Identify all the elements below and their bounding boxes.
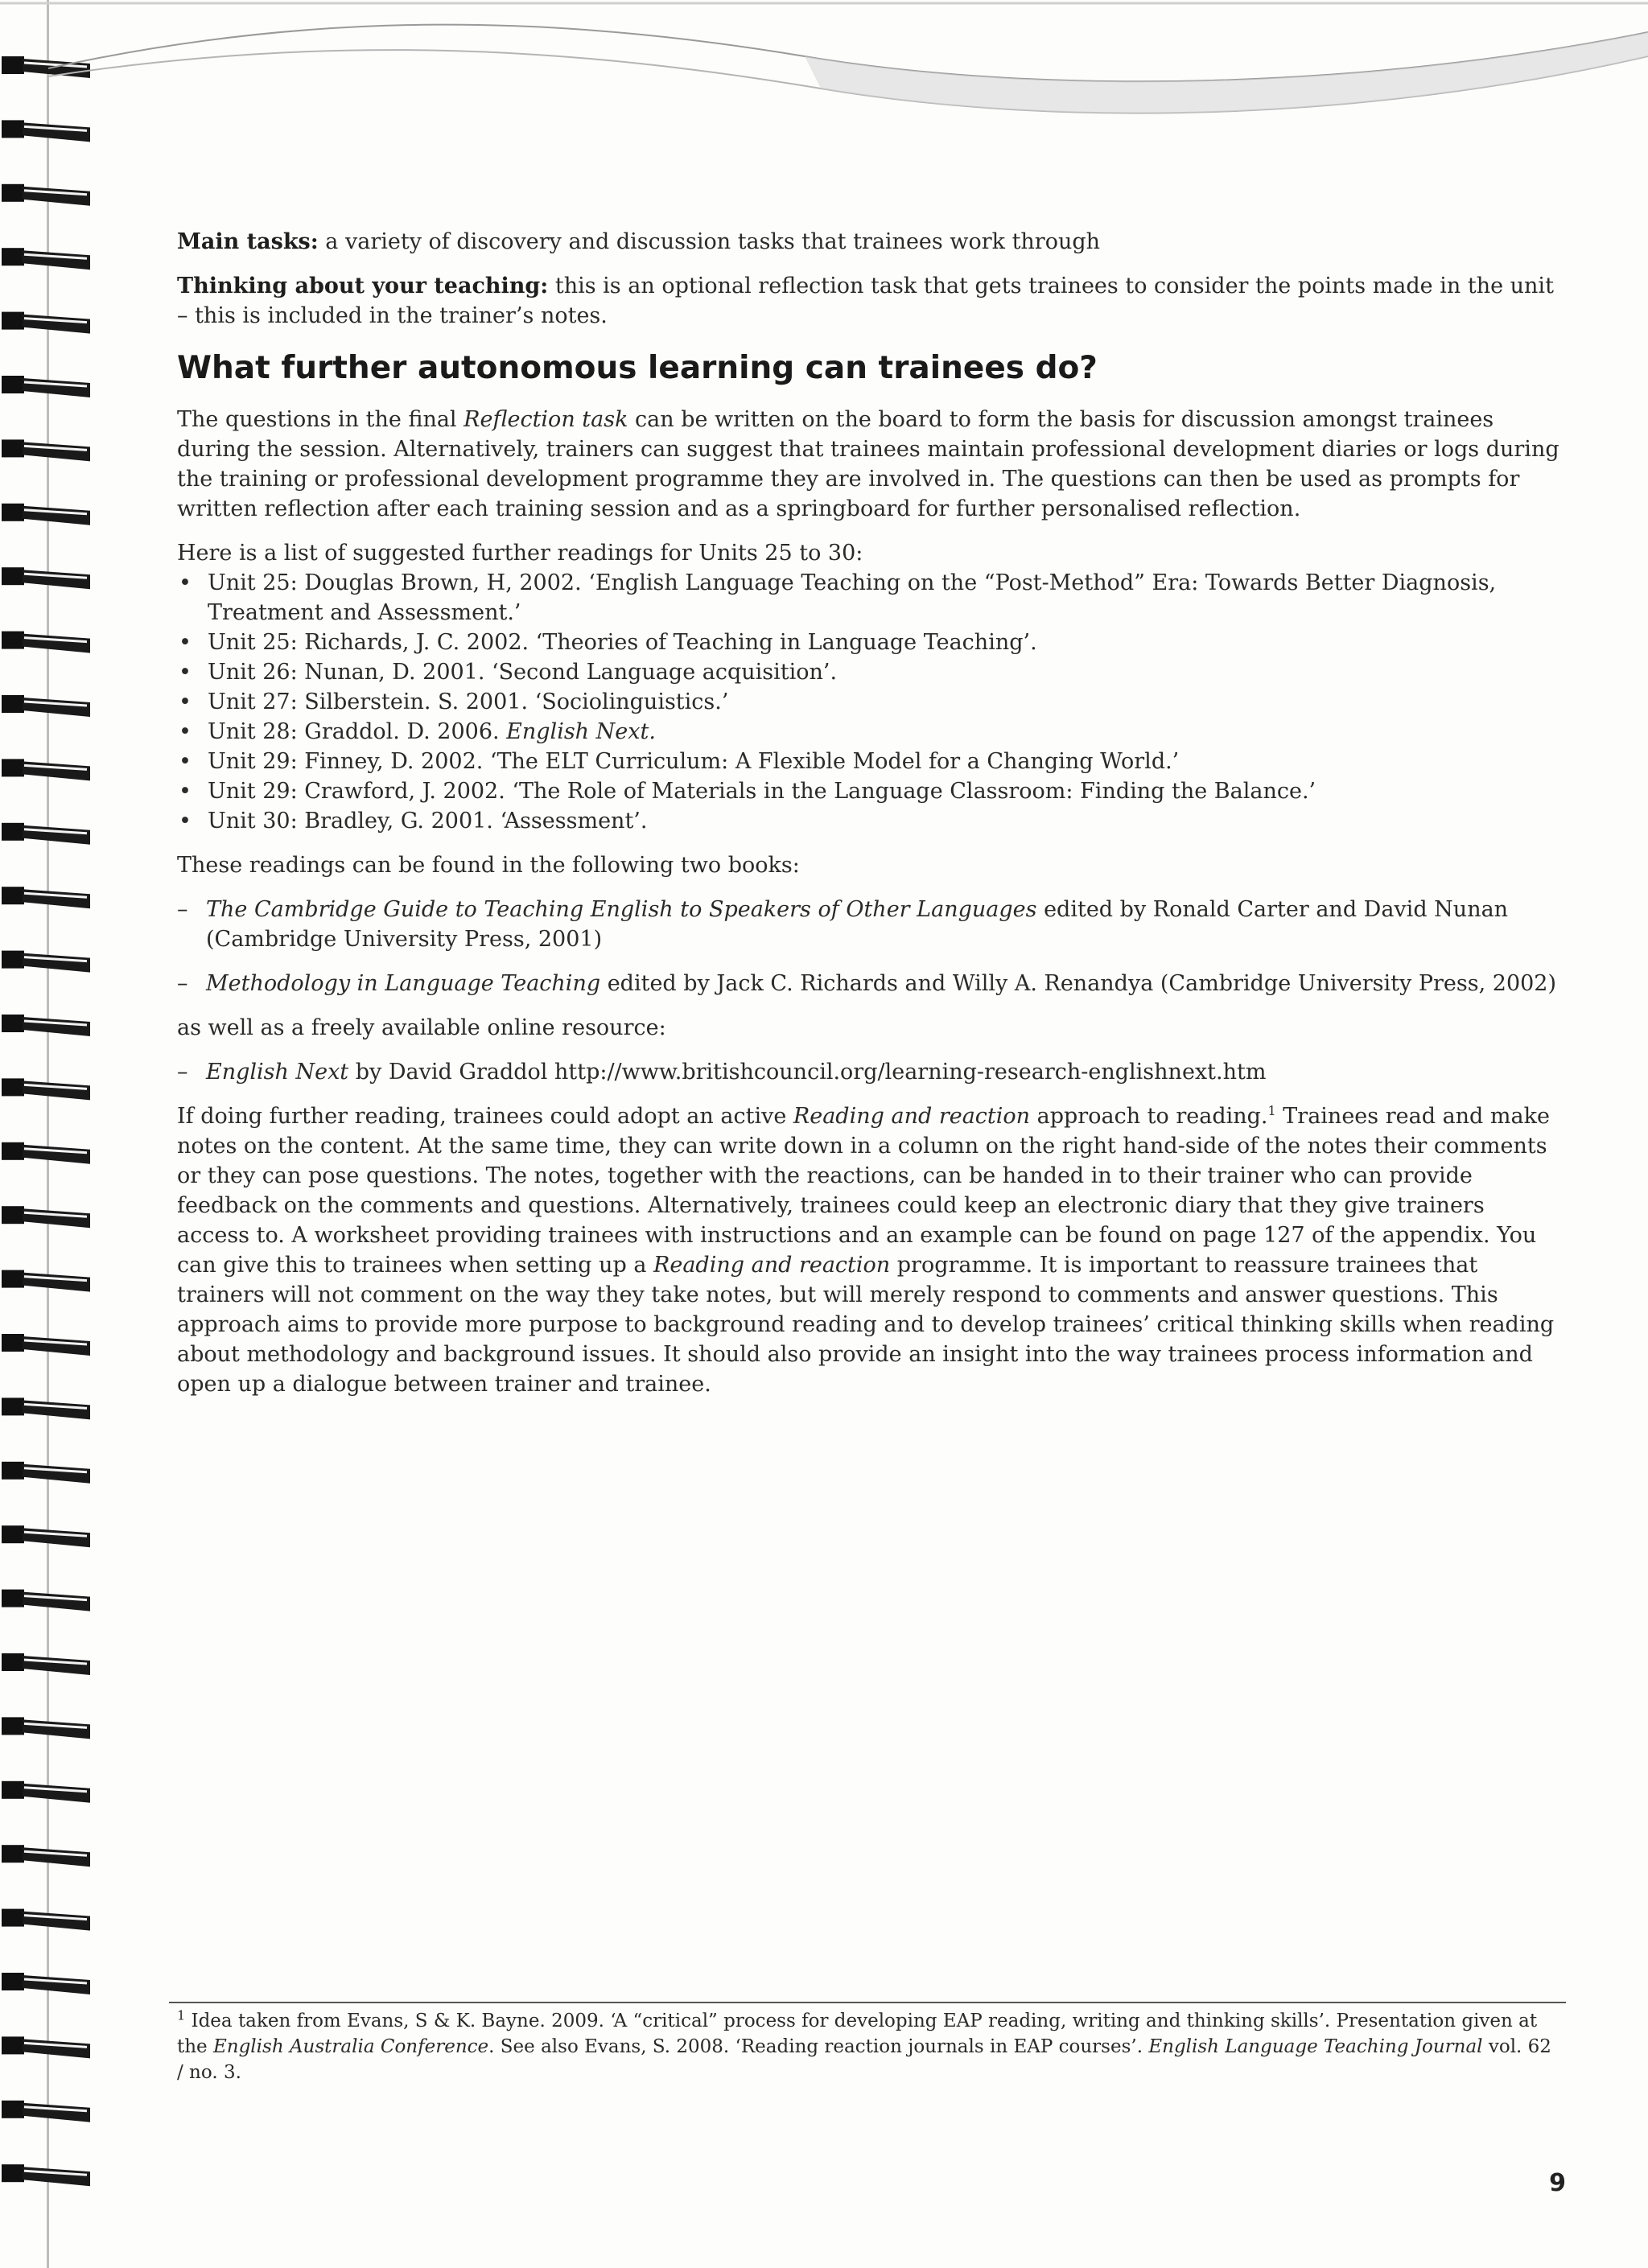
- section-heading: What further autonomous learning can trainees do?: [177, 350, 1098, 386]
- resource-title: English Next: [206, 1060, 349, 1085]
- text-run: can be written on the board to form the basis for discussion amongst trainees during the session. Alternatively, trainers can suggest that trainees maintain professional development diaries or logs during the training or professional development programme they are involved in. The questions can then be used as prompts for written reflection after each training session and as a springboard for further personalised reflection.: [177, 407, 1559, 521]
- italic-run: English Australia Conference: [212, 2036, 489, 2057]
- spiral-coil: [2, 1206, 90, 1228]
- text-run: approach to reading.: [1030, 1104, 1268, 1129]
- spiral-coil: [2, 823, 90, 845]
- book-entry-cambridge-guide: [177, 895, 1563, 954]
- books-intro: These readings can be found in the following two books:: [177, 853, 800, 878]
- reading-text: Unit 26: Nunan, D. 2001. ‘Second Language acquisition’.: [208, 660, 838, 685]
- spiral-coil: [2, 1397, 90, 1419]
- book-title: The Cambridge Guide to Teaching English to Speakers of Other Languages: [206, 897, 1037, 922]
- spiral-coil: [2, 695, 90, 717]
- list-item: [177, 806, 1563, 836]
- spiral-coil: [2, 1270, 90, 1292]
- spiral-coil: [2, 887, 90, 908]
- reading-italic: English Next.: [506, 719, 656, 744]
- spiral-coil: [2, 567, 90, 589]
- spiral-coil: [2, 2164, 90, 2186]
- spiral-coil: [2, 1590, 90, 1611]
- dash-marker: –: [177, 1060, 188, 1085]
- spiral-coil: [2, 1781, 90, 1803]
- main-tasks-paragraph: [177, 227, 1563, 257]
- readings-list: [177, 568, 1563, 836]
- spiral-coil: [2, 1653, 90, 1675]
- footnote-text: [177, 2008, 1561, 2085]
- reading-reaction-paragraph: [177, 1101, 1563, 1399]
- spiral-coil: [2, 632, 90, 653]
- spiral-coil: [2, 312, 90, 334]
- italic-run: Reading and reaction: [793, 1104, 1031, 1129]
- spiral-coil: [2, 1845, 90, 1867]
- book-entry-methodology: [177, 969, 1563, 998]
- text-run: . See also Evans, S. 2008. ‘Reading reaction journals in EAP courses’.: [488, 2036, 1149, 2057]
- reading-text: Unit 25: Richards, J. C. 2002. ‘Theories of Teaching in Language Teaching’.: [208, 630, 1037, 655]
- main-tasks-text: a variety of discovery and discussion tasks that trainees work through: [318, 229, 1101, 254]
- footnote: [177, 2008, 1561, 2085]
- spiral-coil: [2, 504, 90, 525]
- footnote-number: 1: [177, 2007, 186, 2023]
- spiral-coil: [2, 2101, 90, 2122]
- list-item: [177, 687, 1563, 717]
- spiral-binding: [0, 0, 105, 2268]
- main-tasks-label: Main tasks:: [177, 229, 319, 254]
- reading-text: Unit 29: Finney, D. 2002. ‘The ELT Curriculum: A Flexible Model for a Changing World.’: [208, 749, 1180, 774]
- spiral-coil: [2, 376, 90, 397]
- reading-text: Unit 25: Douglas Brown, H, 2002. ‘English Language Teaching on the “Post-Method” Era: Towards Better Diagnosis, Treatment and Assessment.’: [208, 570, 1497, 625]
- spiral-coil: [2, 1015, 90, 1036]
- book-details: edited by Jack C. Richards and Willy A. Renandya (Cambridge University Press, 2002): [600, 971, 1557, 996]
- online-resource-entry: [177, 1057, 1563, 1087]
- spiral-coil: [2, 1525, 90, 1547]
- reading-text: Unit 28: Graddol. D. 2006.: [208, 719, 507, 744]
- reading-text: Unit 29: Crawford, J. 2002. ‘The Role of Materials in the Language Classroom: Finding the Balance.’: [208, 779, 1316, 804]
- book-title: Methodology in Language Teaching: [206, 971, 601, 996]
- reading-text: Unit 27: Silberstein. S. 2001. ‘Sociolinguistics.’: [208, 689, 729, 714]
- reflection-paragraph: [177, 405, 1563, 524]
- spiral-coil: [2, 184, 90, 206]
- footnote-ref: 1: [1267, 1103, 1276, 1118]
- spiral-coil: [2, 1462, 90, 1484]
- spiral-coil: [2, 759, 90, 780]
- thinking-paragraph: [177, 271, 1563, 331]
- thinking-label: Thinking about your teaching:: [177, 274, 549, 298]
- text-run: If doing further reading, trainees could adopt an active: [177, 1104, 793, 1129]
- spiral-coil: [2, 439, 90, 461]
- italic-run: Reading and reaction: [653, 1253, 891, 1278]
- italic-run: English Language Teaching Journal: [1148, 2036, 1483, 2057]
- text-run: vol. 62 / no. 3.: [177, 2036, 1551, 2083]
- spiral-coil: [2, 1142, 90, 1164]
- text-run: Trainees read and make notes on the content. At the same time, they can write down in a column on the right hand-side of the notes their comments or they can pose questions. The notes, together with the reactions, can be handed in to their trainer who can provide feedback on the comments and questions. Alternatively, trainees could keep an electronic diary that they give trainers access to. A worksheet providing trainees with instructions and an example can be found on page 127 of the appendix. You can give this to trainees when setting up a: [177, 1104, 1550, 1278]
- text-run: The questions in the final: [177, 407, 464, 432]
- readings-intro: Here is a list of suggested further readings for Units 25 to 30:: [177, 541, 863, 566]
- dash-marker: –: [177, 971, 188, 996]
- spiral-coil: [2, 1909, 90, 1931]
- page-body: [177, 227, 1563, 1414]
- text-run: Idea taken from Evans, S & K. Bayne. 2009. ‘A “critical” process for developing EAP reading, writing and thinking skills’. Presentation given at the: [177, 2011, 1538, 2057]
- spiral-coil: [2, 248, 90, 270]
- spiral-coil: [2, 951, 90, 973]
- dash-marker: –: [177, 897, 188, 922]
- list-item: [177, 776, 1563, 806]
- footnote-divider: [169, 2002, 1566, 2003]
- page-number: 9: [1549, 2169, 1566, 2197]
- list-item: [177, 747, 1563, 776]
- header-wave-decoration: [0, 0, 1648, 161]
- spiral-coil: [2, 1078, 90, 1100]
- text-run: programme. It is important to reassure trainees that trainers will not comment on the way they take notes, but will merely respond to comments and answer questions. This approach aims to provide more purpose to background reading and to develop trainees’ critical thinking skills when reading about methodology and background issues. It should also provide an insight into the way trainees process information and open up a dialogue between trainer and trainee.: [177, 1253, 1555, 1397]
- online-intro: as well as a freely available online resource:: [177, 1015, 666, 1040]
- book-details: edited by Ronald Carter and David Nunan (Cambridge University Press, 2001): [206, 897, 1509, 952]
- spiral-coil: [2, 1334, 90, 1356]
- list-item: [177, 717, 1563, 747]
- list-item: [177, 628, 1563, 657]
- list-item: [177, 657, 1563, 687]
- resource-details: by David Graddol http://www.britishcouncil.org/learning-research-englishnext.htm: [348, 1060, 1267, 1085]
- italic-run: Reflection task: [464, 407, 628, 432]
- spiral-coil: [2, 1717, 90, 1739]
- list-item: [177, 568, 1563, 628]
- reading-text: Unit 30: Bradley, G. 2001. ‘Assessment’.: [208, 809, 648, 834]
- spiral-coil: [2, 1973, 90, 1994]
- thinking-text: this is an optional reflection task that gets trainees to consider the points made in the unit – this is included in the trainer’s notes.: [177, 274, 1554, 328]
- spiral-coil: [2, 2036, 90, 2058]
